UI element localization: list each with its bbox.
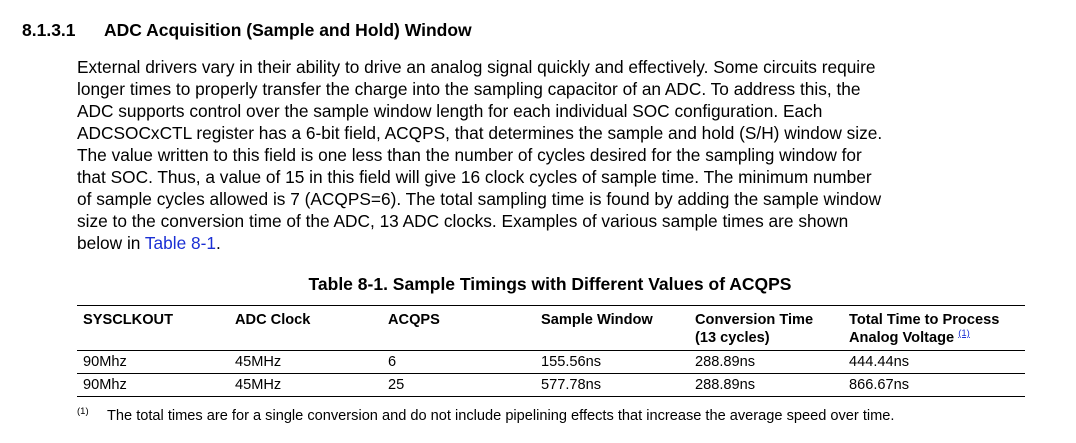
footnote-reference-link[interactable]: (1) bbox=[958, 328, 970, 340]
header-text: Total Time to Process bbox=[849, 312, 1000, 328]
paragraph-line: External drivers vary in their ability to drive an analog signal quickly and effectively. Some circuits require bbox=[77, 57, 876, 77]
paragraph-line: The value written to this field is one less than the number of cycles desired for the sampling window for bbox=[77, 145, 862, 165]
table-cell: 45MHz bbox=[235, 377, 282, 393]
header-conversion-time bbox=[689, 306, 843, 351]
section-title: ADC Acquisition (Sample and Hold) Window bbox=[104, 20, 472, 40]
table-cell: 577.78ns bbox=[541, 377, 602, 393]
header-acqps: ACQPS bbox=[388, 312, 440, 328]
paragraph-line: longer times to properly transfer the charge into the sampling capacitor of an ADC. To address this, the bbox=[77, 79, 861, 99]
header-total-time bbox=[843, 306, 1025, 351]
table-footnote: (1) The total times are for a single conversion and do not include pipelining effects that increase the average speed over time. bbox=[77, 406, 895, 424]
table-row bbox=[77, 351, 1025, 374]
table-cell: 6 bbox=[388, 354, 397, 370]
table-row bbox=[77, 374, 1025, 397]
header-text: Conversion Time bbox=[695, 312, 814, 328]
header-sample-window: Sample Window bbox=[541, 312, 653, 328]
header-adc-clock: ADC Clock bbox=[235, 312, 311, 328]
paragraph-line: ADCSOCxCTL register has a 6-bit field, ACQPS, that determines the sample and hold (S/H) window size. bbox=[77, 123, 883, 143]
footnote-text: The total times are for a single conversion and do not include pipelining effects that increase the average speed over time. bbox=[107, 408, 895, 424]
paragraph-text: below in bbox=[77, 233, 145, 253]
table-cell: 155.56ns bbox=[541, 354, 602, 370]
table-header-row bbox=[77, 306, 1025, 351]
table-cell: 45MHz bbox=[235, 354, 282, 370]
paragraph-line-last bbox=[77, 232, 1067, 254]
header-sysclkout: SYSCLKOUT bbox=[83, 312, 173, 328]
header-text: (13 cycles) bbox=[695, 330, 770, 346]
header-text: Analog Voltage bbox=[849, 330, 959, 346]
section-heading bbox=[22, 20, 472, 41]
table-cell: 25 bbox=[388, 377, 405, 393]
paragraph-line: of sample cycles allowed is 7 (ACQPS=6). The total sampling time is found by adding the sample window bbox=[77, 189, 882, 209]
body-paragraph bbox=[77, 56, 1067, 254]
paragraph-line: ADC supports control over the sample window length for each individual SOC configuration. Each bbox=[77, 101, 823, 121]
table-cell: 288.89ns bbox=[695, 354, 756, 370]
paragraph-text: . bbox=[216, 233, 221, 253]
table-cell: 288.89ns bbox=[695, 377, 756, 393]
table-title: Table 8-1. Sample Timings with Different Values of ACQPS bbox=[308, 274, 792, 294]
sample-timings-table bbox=[77, 305, 1025, 397]
paragraph-line: that SOC. Thus, a value of 15 in this field will give 16 clock cycles of sample time. The minimum number bbox=[77, 167, 872, 187]
table-cell: 866.67ns bbox=[849, 377, 910, 393]
table-8-1-link[interactable]: Table 8-1 bbox=[144, 233, 216, 253]
table-cell: 90Mhz bbox=[83, 354, 127, 370]
paragraph-line: size to the conversion time of the ADC, 13 ADC clocks. Examples of various sample times are shown bbox=[77, 211, 849, 231]
table-cell: 90Mhz bbox=[83, 377, 127, 393]
table-cell: 444.44ns bbox=[849, 354, 910, 370]
section-number: 8.1.3.1 bbox=[22, 20, 76, 40]
